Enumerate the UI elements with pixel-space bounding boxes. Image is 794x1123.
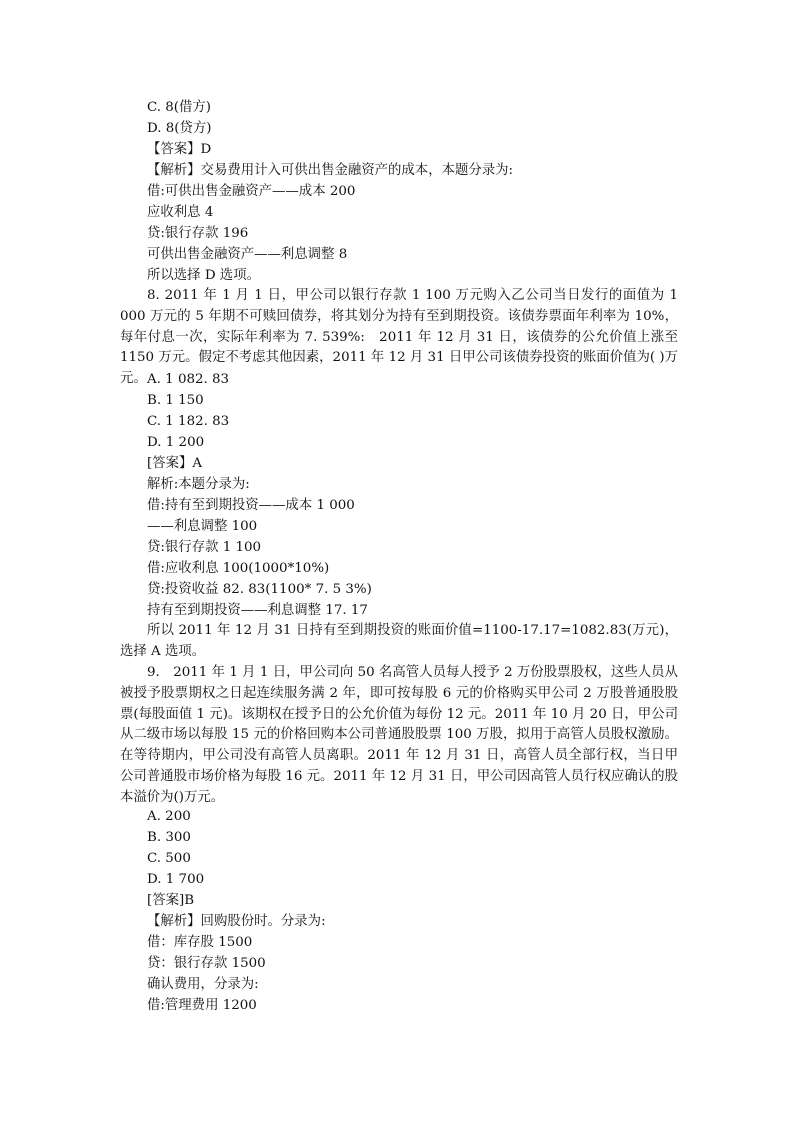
conclusion-q7: 所以选择 D 选项。 xyxy=(147,268,260,283)
analysis-q9: 【解析】回购股份时。分录为: xyxy=(147,914,326,929)
question-9: 9. 2011 年 1 月 1 日，甲公司向 50 名高管人员每人授予 2 万份股票股权，这些人员从被授予股票期权之日起连续服务满 2 年，即可按每股 6 元的价格购买甲公司 2 万股普通股股票(每股面值 1 元)。该期权在授予日的公允价值为每份 12 元。2011 年 10 月 20 日，甲公司从二级市场以每股 15 元的价格回购本公司普通股股票 100 万股，拟用于高管人员股权激励。在等待期内，甲公司没有高管人员离职。2011 年 12 月 31 日，高管人员全部行权，当日甲公司普通股市场价格为每股 16 元。2011 年 12 月 31 日，甲公司因高管人员行权应确认的股本溢价为()万元。 xyxy=(120,665,678,805)
option-c-q7: C. 8(借方) xyxy=(147,100,212,115)
option-c-q8: C. 1 182. 83 xyxy=(147,414,230,429)
answer-q7: 【答案】D xyxy=(147,142,212,157)
entry-line: 可供出售金融资产——利息调整 8 xyxy=(147,247,348,262)
analysis-q7: 【解析】交易费用计入可供出售金融资产的成本，本题分录为: xyxy=(147,163,514,178)
conclusion-q8: 所以 2011 年 12 月 31 日持有至到期投资的账面价值=1100-17.17=1082.83(万元)，选择 A 选项。 xyxy=(120,623,678,659)
entry-line: 借:可供出售金融资产——成本 200 xyxy=(147,184,356,199)
entry-line: 贷:投资收益 82. 83(1100* 7. 5 3%) xyxy=(147,582,372,597)
option-a-q8: A. 1 082. 83 xyxy=(147,372,230,387)
option-b-q9: B. 300 xyxy=(147,830,191,845)
entry-line: 借:应收利息 100(1000*10%) xyxy=(147,561,330,576)
option-c-q9: C. 500 xyxy=(147,851,191,866)
option-a-q9: A. 200 xyxy=(147,809,191,824)
entry-line: 确认费用，分录为: xyxy=(147,977,259,992)
entry-line: 应收利息 4 xyxy=(147,205,214,220)
option-b-q8: B. 1 150 xyxy=(147,393,204,408)
entry-line: 贷:银行存款 1 100 xyxy=(147,540,262,555)
option-d-q8: D. 1 200 xyxy=(147,435,205,450)
option-d-q9: D. 1 700 xyxy=(147,872,205,887)
entry-line: 持有至到期投资——利息调整 17. 17 xyxy=(147,603,368,618)
entry-line: 贷：银行存款 1500 xyxy=(147,956,266,971)
answer-q8: [答案】A xyxy=(147,456,203,471)
answer-q9: [答案]B xyxy=(147,893,195,908)
option-d-q7: D. 8(贷方) xyxy=(147,121,212,136)
entry-line: ——利息调整 100 xyxy=(147,519,258,534)
entry-line: 贷:银行存款 196 xyxy=(147,226,249,241)
question-8: 8. 2011 年 1 月 1 日，甲公司以银行存款 1 100 万元购入乙公司当日发行的面值为 1 000 万元的 5 年期不可赎回债券，将其划分为持有至到期投资。该债券票面年利率为 10%，每年付息一次，实际年利率为 7. 539%: 2011 年 12 月 31 日，该债券的公允价值上涨至 1150 万元。假定不考虑其他因素，2011 年 12 月 31 日甲公司该债券投资的账面价值为( )万元。 xyxy=(120,288,678,387)
entry-line: 借:管理费用 1200 xyxy=(147,998,257,1013)
analysis-q8: 解析:本题分录为: xyxy=(147,477,250,492)
entry-line: 借：库存股 1500 xyxy=(147,935,253,950)
entry-line: 借:持有至到期投资——成本 1 000 xyxy=(147,498,355,513)
